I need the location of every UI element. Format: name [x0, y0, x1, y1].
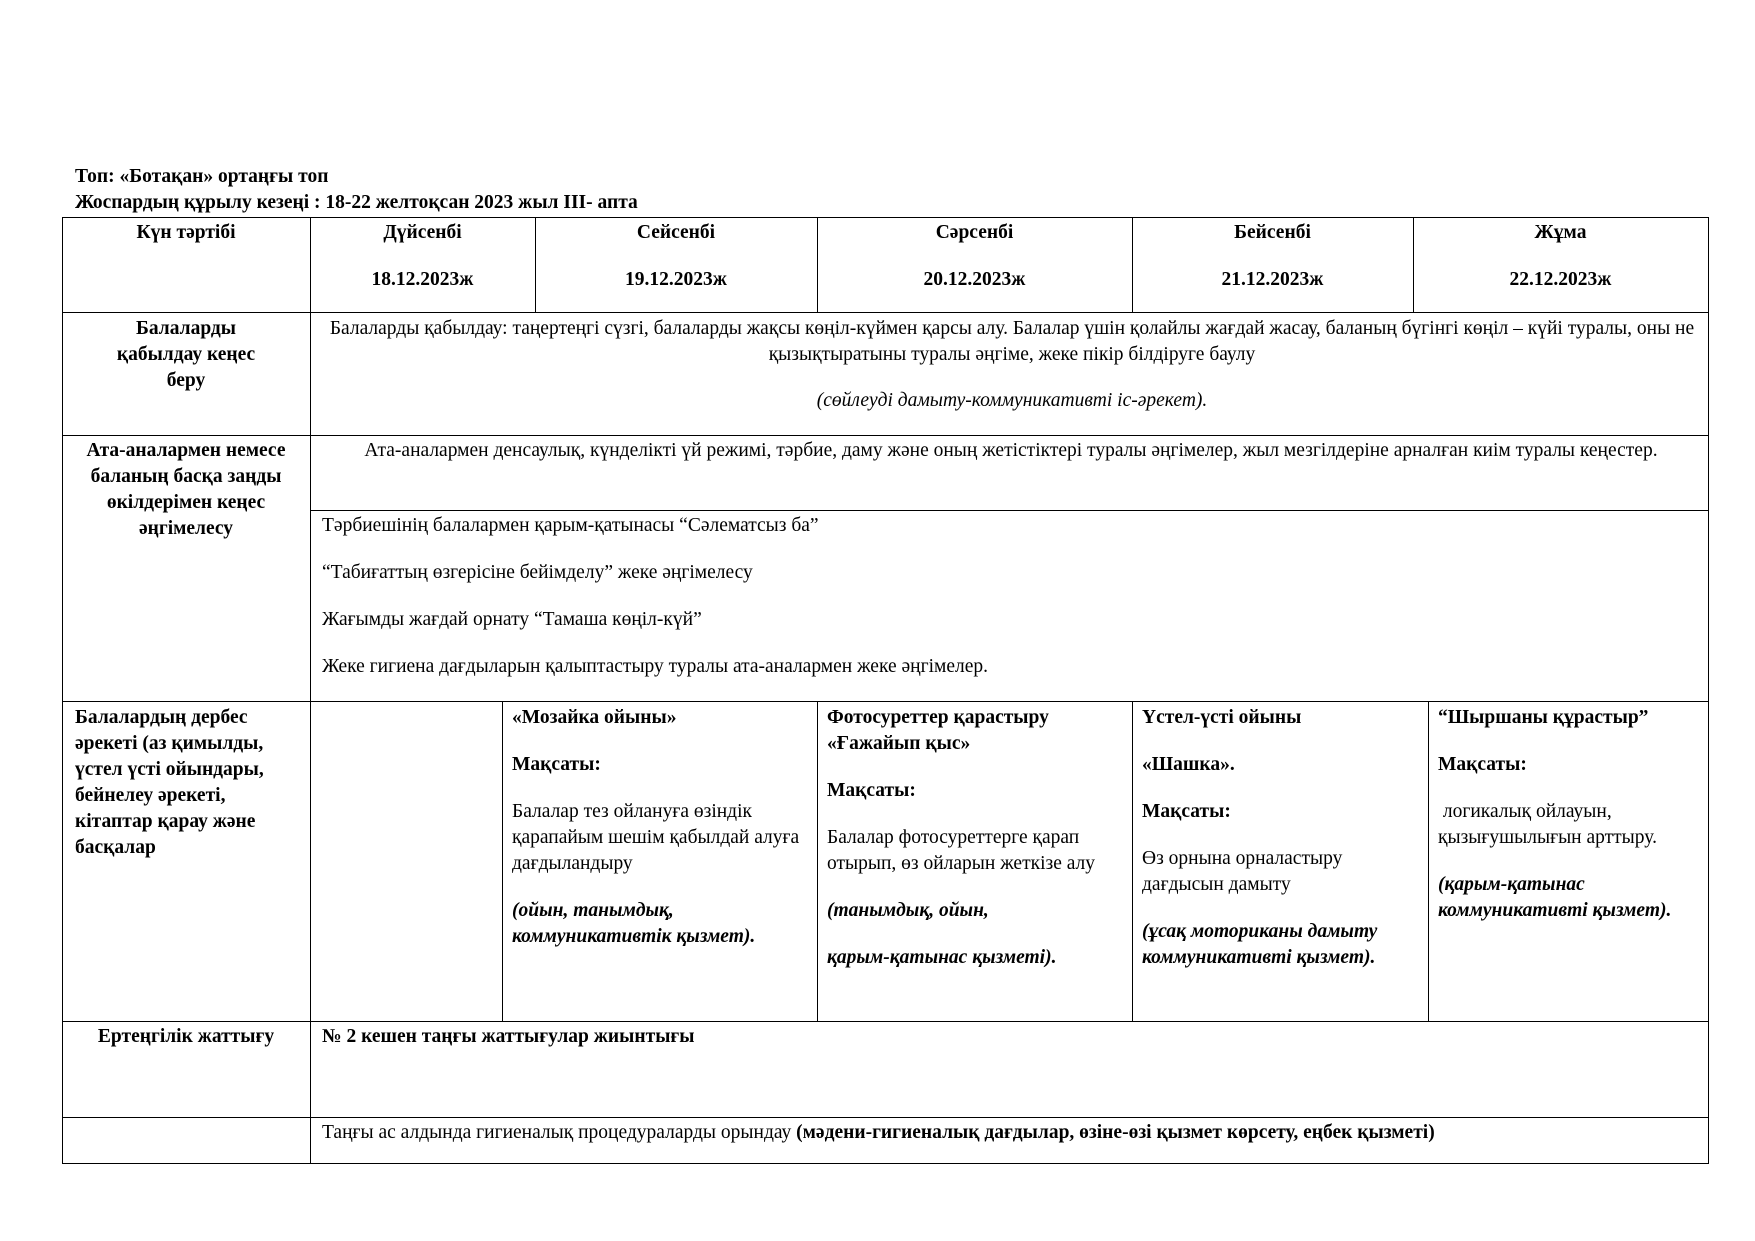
plan-period: Жоспардың құрылу кезеңі : 18-22 желтоқсан 2023 жыл ІІІ- апта	[75, 192, 638, 213]
list-item: Жеке гигиена дағдыларын қалыптастыру туралы ата-аналармен жеке әңгімелер.	[322, 656, 988, 677]
list-item: Тәрбиешінің балалармен қарым-қатынасы “Сәлематсыз ба”	[322, 515, 819, 536]
activity-title: Фотосуреттер қарастыру «Ғажайып қыс»	[827, 707, 1049, 754]
day-name: Сәрсенбі	[935, 222, 1014, 243]
goal-text: Балалар фотосуреттерге қарап отырып, өз ойларын жеткізе алу	[827, 827, 1096, 874]
breakfast-main: Таңғы ас алдында гигиеналық процедураларды орындау	[322, 1122, 797, 1143]
header-routine: Күн тәртібі	[136, 222, 236, 243]
goal-label: Мақсаты:	[512, 754, 601, 775]
activity-title: «Мозайка ойыны»	[512, 707, 677, 728]
parents-text: Ата-аналармен денсаулық, күнделікті үй режимі, тәрбие, даму және оның жетістіктері туралы әңгімелер, жыл мезгілдеріне арналған киім туралы кеңестер.	[364, 440, 1658, 461]
list-item: Жағымды жағдай орнату “Тамаша көңіл-күй”	[322, 609, 702, 630]
day-date: 21.12.2023ж	[1221, 269, 1324, 290]
activity-label: Балалардың дербес әрекеті (аз қимылды, үстел үсті ойындары, бейнелеу әрекеті, кітаптар қарау және басқалар	[75, 707, 264, 858]
day-date: 22.12.2023ж	[1509, 269, 1612, 290]
goal-label: Мақсаты:	[1142, 801, 1231, 822]
parents-items	[322, 513, 1702, 680]
exercise-text: № 2 кешен таңғы жаттығулар жиынтығы	[322, 1026, 695, 1047]
day-name: Бейсенбі	[1234, 222, 1311, 243]
goal-text: Балалар тез ойлануға өзіндік қарапайым шешім қабылдай алуға дағдыландыру	[512, 801, 800, 874]
goal-text: логикалық ойлауын, қызығушылығын арттыру.	[1438, 801, 1657, 848]
header-monday	[310, 220, 535, 293]
activity-subtitle: «Шашка».	[1142, 754, 1235, 775]
day-name: Жұма	[1534, 222, 1587, 243]
day-name: Сейсенбі	[636, 222, 716, 243]
group-title: Топ: «Ботақан» ортаңғы топ	[75, 166, 329, 187]
parents-label: Ата-аналармен немесе баланың басқа заңды өкілдерімен кеңес әңгімелесу	[86, 440, 286, 539]
breakfast-bold: (мәдени-гигиеналық дағдылар, өзіне-өзі қызмет көрсету, еңбек қызметі)	[796, 1122, 1435, 1143]
activity-tuesday	[512, 705, 812, 950]
breakfast-text	[322, 1120, 1707, 1146]
header-friday	[1413, 220, 1708, 293]
activity-friday	[1438, 705, 1704, 924]
reception-text: Балаларды қабылдау: таңертеңгі сүзгі, балаларды жақсы көңіл-күймен қарсы алу. Балалар үшін қолайлы жағдай жасау, баланың бүгінгі көңіл – күйі туралы, оны не қызықтыратыны туралы әңгіме, жеке пікір білдіруге баулу	[329, 318, 1695, 365]
activity-note: (ойын, танымдық, коммуникативтік қызмет).	[512, 900, 756, 947]
header-thursday	[1132, 220, 1413, 293]
list-item: “Табиғаттың өзгерісіне бейімделу” жеке әңгімелесу	[322, 562, 753, 583]
goal-text: Өз орнына орналастыру дағдысын дамыту	[1142, 848, 1343, 895]
day-date: 19.12.2023ж	[625, 269, 727, 290]
activity-title: Үстел-үсті ойыны	[1142, 707, 1302, 728]
goal-label: Мақсаты:	[1438, 754, 1527, 775]
activity-thursday	[1142, 705, 1424, 971]
reception-note: (сөйлеуді дамыту-коммуникативті іс-әрекет).	[816, 390, 1208, 411]
header-tuesday	[535, 220, 817, 293]
reception-label: Балаларды қабылдау кеңес беру	[116, 318, 256, 391]
header-wednesday	[817, 220, 1132, 293]
day-date: 18.12.2023ж	[371, 269, 474, 290]
goal-label: Мақсаты:	[827, 780, 916, 801]
activity-note: (ұсақ моториканы дамыту коммуникативті қызмет).	[1142, 921, 1378, 968]
activity-note: (қарым-қатынас коммуникативті қызмет).	[1438, 874, 1672, 921]
activity-wednesday	[827, 705, 1127, 971]
day-name: Дүйсенбі	[383, 222, 462, 243]
plan-table	[62, 217, 1709, 1163]
activity-note: қарым-қатынас қызметі).	[827, 947, 1057, 968]
activity-title: “Шыршаны құрастыр”	[1438, 707, 1649, 728]
day-date: 20.12.2023ж	[923, 269, 1026, 290]
activity-note: (танымдық, ойын,	[827, 900, 989, 921]
exercise-label: Ертеңгілік жаттығу	[97, 1026, 275, 1047]
